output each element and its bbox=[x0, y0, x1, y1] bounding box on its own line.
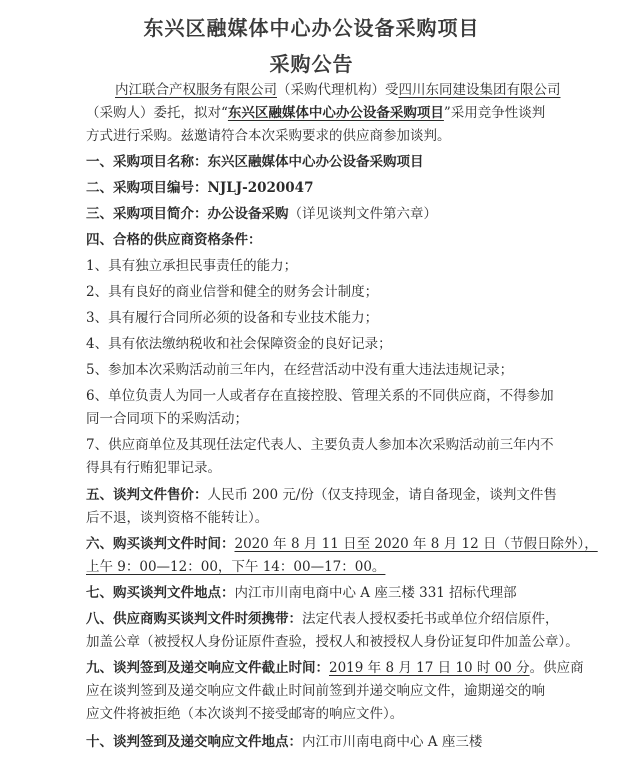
section-8-value: 法定代表人授权委托书或单位介绍信原件， bbox=[302, 611, 559, 627]
qualification-item-continuation: 同一合同项下的采购活动； bbox=[86, 411, 248, 427]
section-10-label: 十、谈判签到及递交响应文件地点： bbox=[86, 734, 302, 750]
section-6 bbox=[86, 535, 598, 553]
section-2-label: 二、采购项目编号： bbox=[86, 180, 208, 196]
buyer-name: 四川东同建设集团有限公司 bbox=[398, 82, 561, 98]
section-2-value: NJLJ-2020047 bbox=[207, 180, 314, 196]
document-subtitle: 采购公告 bbox=[269, 52, 354, 76]
section-6-continuation bbox=[86, 558, 385, 576]
qualification-item: 7、供应商单位及其现任法定代表人、主要负责人参加本次采购活动前三年内不 bbox=[86, 437, 554, 453]
section-4-label: 四、合格的供应商资格条件： bbox=[86, 232, 262, 248]
section-3-note: （详见谈判文件第六章） bbox=[288, 206, 437, 222]
section-3-label: 三、采购项目简介： bbox=[86, 206, 208, 222]
qualification-item: 4、具有依法缴纳税收和社会保障资金的良好记录； bbox=[86, 336, 392, 352]
section-9-continuation: 应在谈判签到及递交响应文件截止时间前签到并递交响应文件，逾期递交的响 bbox=[86, 683, 545, 699]
intro-line-1 bbox=[115, 81, 561, 99]
section-1-label: 一、采购项目名称： bbox=[86, 154, 208, 170]
section-5 bbox=[86, 486, 557, 504]
qualification-item: 2、具有良好的商业信誉和健全的财务会计制度； bbox=[86, 284, 379, 300]
section-9-label: 九、谈判签到及递交响应文件截止时间： bbox=[86, 660, 329, 676]
buyer-role: （采购人）委托，拟对“ bbox=[86, 105, 228, 121]
section-3 bbox=[86, 205, 437, 223]
section-6-value: 2020 年 8 月 11 日至 2020 年 8 月 12 日（节假日除外）， bbox=[234, 536, 598, 552]
section-1 bbox=[86, 153, 424, 171]
section-1-value: 东兴区融媒体中心办公设备采购项目 bbox=[207, 154, 424, 170]
section-7-value: 内江市川南电商中心 A 座三楼 331 招标代理部 bbox=[234, 585, 517, 601]
section-8-continuation: 加盖公章（被授权人身份证原件查验，授权人和被授权人身份证复印件加盖公章）。 bbox=[86, 634, 579, 650]
section-9-value-end: 。供应商 bbox=[529, 660, 584, 676]
section-3-value: 办公设备采购 bbox=[207, 206, 289, 222]
section-10-value: 内江市川南电商中心 A 座三楼 bbox=[302, 734, 483, 750]
intro-line-2-end: ”采用竞争性谈判 bbox=[443, 105, 546, 121]
intro-line-2 bbox=[86, 104, 545, 122]
qualification-item: 3、具有履行合同所必须的设备和专业技术能力； bbox=[86, 310, 379, 326]
section-5-continuation: 后不退，谈判资格不能转让）。 bbox=[86, 510, 269, 526]
section-9-continuation: 应文件将被拒绝（本次谈判不接受邮寄的响应文件）。 bbox=[86, 706, 404, 722]
section-10 bbox=[86, 733, 482, 751]
section-8 bbox=[86, 610, 559, 628]
section-5-label: 五、谈判文件售价： bbox=[86, 487, 208, 503]
qualification-item: 6、单位负责人为同一人或者存在直接控股、管理关系的不同供应商，不得参加 bbox=[86, 388, 554, 404]
intro-line-3: 方式进行采购。兹邀请符合本次采购要求的供应商参加谈判。 bbox=[86, 128, 451, 144]
section-2 bbox=[86, 179, 313, 197]
project-name-quoted: 东兴区融媒体中心办公设备采购项目 bbox=[227, 105, 444, 121]
qualification-item-continuation: 得具有行贿犯罪记录。 bbox=[86, 460, 221, 476]
section-9-deadline: 2019 年 8 月 17 日 10 时 00 分 bbox=[329, 660, 530, 676]
agent-name: 内江联合产权服务有限公司 bbox=[115, 82, 277, 98]
section-6-hours: 上午 9：00—12：00，下午 14：00—17：00。 bbox=[86, 559, 386, 575]
agent-role: （采购代理机构）受 bbox=[277, 82, 399, 98]
section-5-value: 人民币 200 元/份（仅支持现金，请自备现金，谈判文件售 bbox=[207, 487, 557, 503]
document-title: 东兴区融媒体中心办公设备采购项目 bbox=[143, 16, 480, 40]
section-7-label: 七、购买谈判文件地点： bbox=[86, 585, 235, 601]
section-7 bbox=[86, 584, 517, 602]
qualification-item: 5、参加本次采购活动前三年内，在经营活动中没有重大违法违规记录； bbox=[86, 362, 514, 378]
qualification-item: 1、具有独立承担民事责任的能力； bbox=[86, 258, 298, 274]
section-8-label: 八、供应商购买谈判文件时须携带： bbox=[86, 611, 302, 627]
section-6-label: 六、购买谈判文件时间： bbox=[86, 536, 235, 552]
section-9 bbox=[86, 659, 584, 677]
